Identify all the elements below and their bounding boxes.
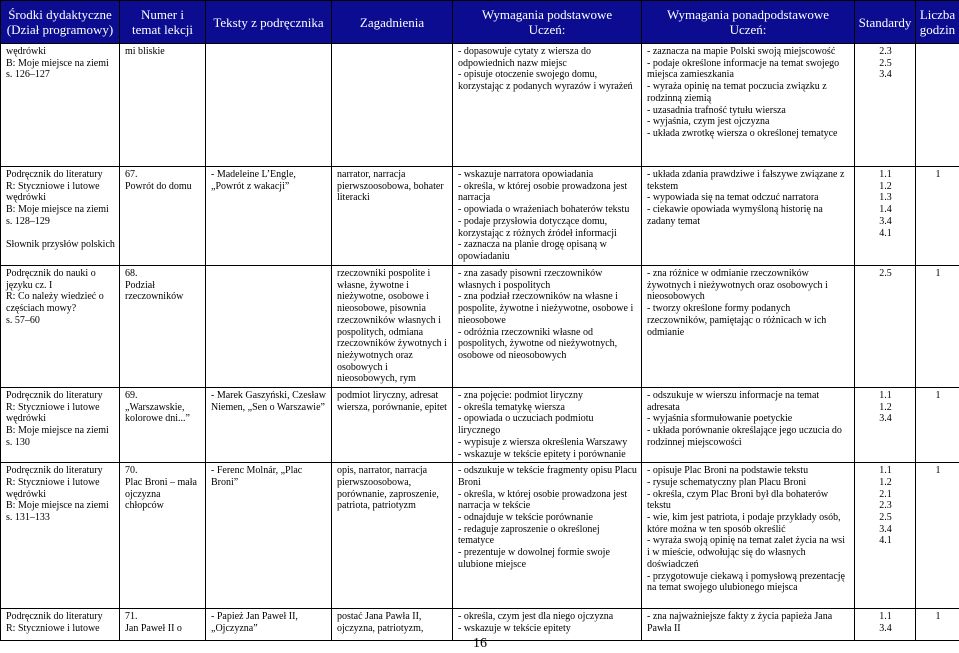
cell-numer: mi bliskie bbox=[120, 44, 206, 167]
cell-zagadnienia: opis, narrator, narracja pierwszoosobowa, porównanie, zaproszenie, patriota, patriotyzm bbox=[332, 463, 453, 609]
header-srodki: Środki dydaktyczne (Dział programowy) bbox=[1, 1, 120, 44]
cell-teksty: - Madeleine L’Engle, „Powrót z wakacji” bbox=[206, 167, 332, 266]
cell-srodki: wędrówki B: Moje miejsce na ziemi s. 126–127 bbox=[1, 44, 120, 167]
header-teksty: Teksty z podręcznika bbox=[206, 1, 332, 44]
cell-ponadpodstawowe: - odszukuje w wierszu informacje na temat adresata - wyjaśnia sformułowanie poetyckie - układa porównanie określające jego uczucia do rodzinnej miejscowości bbox=[642, 388, 855, 463]
cell-godziny: 1 bbox=[916, 463, 959, 609]
cell-numer: 70. Plac Broni – mała ojczyzna chłopców bbox=[120, 463, 206, 609]
header-godziny: Liczba godzin bbox=[916, 1, 959, 44]
cell-teksty: - Marek Gaszyński, Czesław Niemen, „Sen o Warszawie” bbox=[206, 388, 332, 463]
cell-podstawowe: - zna zasady pisowni rzeczowników własnych i pospolitych - zna podział rzeczowników na własne i pospolite, żywotne i nieżywotne, osobowe i nieosobowe - odróżnia rzeczowniki własne od pospolitych, żywotne od nieżywotnych, osobowe od nieosobowych bbox=[453, 266, 642, 388]
cell-podstawowe: - wskazuje narratora opowiadania - określa, w której osobie prowadzona jest narracja - opowiada o wrażeniach bohaterów tekstu - podaje przysłowia dotyczące domu, korzystając z różnych źródeł informacji - zaznacza na planie drogę opisaną w opowiadaniu bbox=[453, 167, 642, 266]
cell-srodki: Podręcznik do literatury R: Styczniowe i lutowe bbox=[1, 609, 120, 641]
header-zagadnienia: Zagadnienia bbox=[332, 1, 453, 44]
cell-numer: 69. „Warszawskie, kolorowe dni...” bbox=[120, 388, 206, 463]
cell-standardy: 1.1 1.2 1.3 1.4 3.4 4.1 bbox=[855, 167, 916, 266]
cell-zagadnienia bbox=[332, 44, 453, 167]
cell-ponadpodstawowe: - zna najważniejsze fakty z życia papieża Jana Pawła II bbox=[642, 609, 855, 641]
cell-podstawowe: - zna pojęcie: podmiot liryczny - określa tematykę wiersza - opowiada o uczuciach podmiotu lirycznego - wypisuje z wiersza określenia Warszawy - wskazuje w tekście epitety i porównanie bbox=[453, 388, 642, 463]
cell-zagadnienia: narrator, narracja pierwszoosobowa, bohater literacki bbox=[332, 167, 453, 266]
cell-podstawowe: - odszukuje w tekście fragmenty opisu Placu Broni - określa, w której osobie prowadzona jest narracja w tekście - odnajduje w tekście porównanie - redaguje zaproszenie o określonej tematyce - prezentuje w dowolnej formie swoje ulubione miejsce bbox=[453, 463, 642, 609]
cell-teksty bbox=[206, 44, 332, 167]
cell-godziny: 1 bbox=[916, 266, 959, 388]
cell-srodki: Podręcznik do literatury R: Styczniowe i lutowe wędrówki B: Moje miejsce na ziemi s. 131–133 bbox=[1, 463, 120, 609]
cell-standardy: 2.3 2.5 3.4 bbox=[855, 44, 916, 167]
cell-zagadnienia: postać Jana Pawła II, ojczyzna, patriotyzm, bbox=[332, 609, 453, 641]
table-row bbox=[1, 266, 959, 388]
cell-godziny: 1 bbox=[916, 388, 959, 463]
cell-zagadnienia: rzeczowniki pospolite i własne, żywotne i nieżywotne, osobowe i nieosobowe, pisownia rzeczowników własnych i pospolitych, odmiana rzeczowników żywotnych i nieżywotnych oraz osobowych i nieosobowych, rym bbox=[332, 266, 453, 388]
cell-godziny bbox=[916, 44, 959, 167]
cell-srodki: Podręcznik do literatury R: Styczniowe i lutowe wędrówki B: Moje miejsce na ziemi s. 130 bbox=[1, 388, 120, 463]
cell-podstawowe: - określa, czym jest dla niego ojczyzna - wskazuje w tekście epitety bbox=[453, 609, 642, 641]
cell-standardy: 2.5 bbox=[855, 266, 916, 388]
cell-srodki: Podręcznik do literatury R: Styczniowe i lutowe wędrówki B: Moje miejsce na ziemi s. 128–129 Słownik przysłów polskich bbox=[1, 167, 120, 266]
page-number: 16 bbox=[473, 636, 487, 651]
table-row bbox=[1, 463, 959, 609]
cell-numer: 68. Podział rzeczowników bbox=[120, 266, 206, 388]
cell-godziny: 1 bbox=[916, 609, 959, 641]
cell-ponadpodstawowe: - układa zdania prawdziwe i fałszywe związane z tekstem - wypowiada się na temat odczuć narratora - ciekawie opowiada wymyśloną historię na zadany temat bbox=[642, 167, 855, 266]
cell-numer: 67. Powrót do domu bbox=[120, 167, 206, 266]
table-row bbox=[1, 388, 959, 463]
cell-standardy: 1.1 1.2 3.4 bbox=[855, 388, 916, 463]
header-numer: Numer i temat lekcji bbox=[120, 1, 206, 44]
cell-zagadnienia: podmiot liryczny, adresat wiersza, porównanie, epitet bbox=[332, 388, 453, 463]
header-podstawowe: Wymagania podstawowe Uczeń: bbox=[453, 1, 642, 44]
cell-teksty: - Papież Jan Paweł II, „Ojczyzna” bbox=[206, 609, 332, 641]
cell-teksty bbox=[206, 266, 332, 388]
header-standardy: Standardy bbox=[855, 1, 916, 44]
cell-standardy: 1.1 1.2 2.1 2.3 2.5 3.4 4.1 bbox=[855, 463, 916, 609]
cell-srodki: Podręcznik do nauki o języku cz. I R: Co należy wiedzieć o częściach mowy? s. 57–60 bbox=[1, 266, 120, 388]
cell-ponadpodstawowe: - opisuje Plac Broni na podstawie tekstu - rysuje schematyczny plan Placu Broni - określa, czym Plac Broni był dla bohaterów tekstu - wie, kim jest patriota, i podaje przykłady osób, które można w ten sposób określić - wyraża swoją opinię na temat zalet życia na wsi i w mieście, odwołując się do własnych doświadczeń - przygotowuje ciekawą i pomysłową prezentację na temat swojego ulubionego miejsca bbox=[642, 463, 855, 609]
cell-teksty: - Ferenc Molnár, „Plac Broni” bbox=[206, 463, 332, 609]
cell-standardy: 1.1 3.4 bbox=[855, 609, 916, 641]
table-row bbox=[1, 44, 959, 167]
header-ponadpodstawowe: Wymagania ponadpodstawowe Uczeń: bbox=[642, 1, 855, 44]
cell-godziny: 1 bbox=[916, 167, 959, 266]
cell-ponadpodstawowe: - zna różnice w odmianie rzeczowników żywotnych i nieżywotnych oraz osobowych i nieosobowych - tworzy określone formy podanych rzeczowników, pamiętając o różnicach w ich odmianie bbox=[642, 266, 855, 388]
cell-ponadpodstawowe: - zaznacza na mapie Polski swoją miejscowość - podaje określone informacje na temat swojego miejsca zamieszkania - wyraża opinię na temat poczucia związku z rodzinną ziemią - uzasadnia trafność tytułu wiersza - wyjaśnia, czym jest ojczyzna - układa zwrotkę wiersza o określonej tematyce bbox=[642, 44, 855, 167]
cell-podstawowe: - dopasowuje cytaty z wiersza do odpowiednich nazw miejsc - opisuje otoczenie swojego domu, korzystając z podanych wyrazów i wyrażeń bbox=[453, 44, 642, 167]
cell-numer: 71. Jan Paweł II o bbox=[120, 609, 206, 641]
table-row bbox=[1, 167, 959, 266]
header-row bbox=[1, 1, 959, 44]
